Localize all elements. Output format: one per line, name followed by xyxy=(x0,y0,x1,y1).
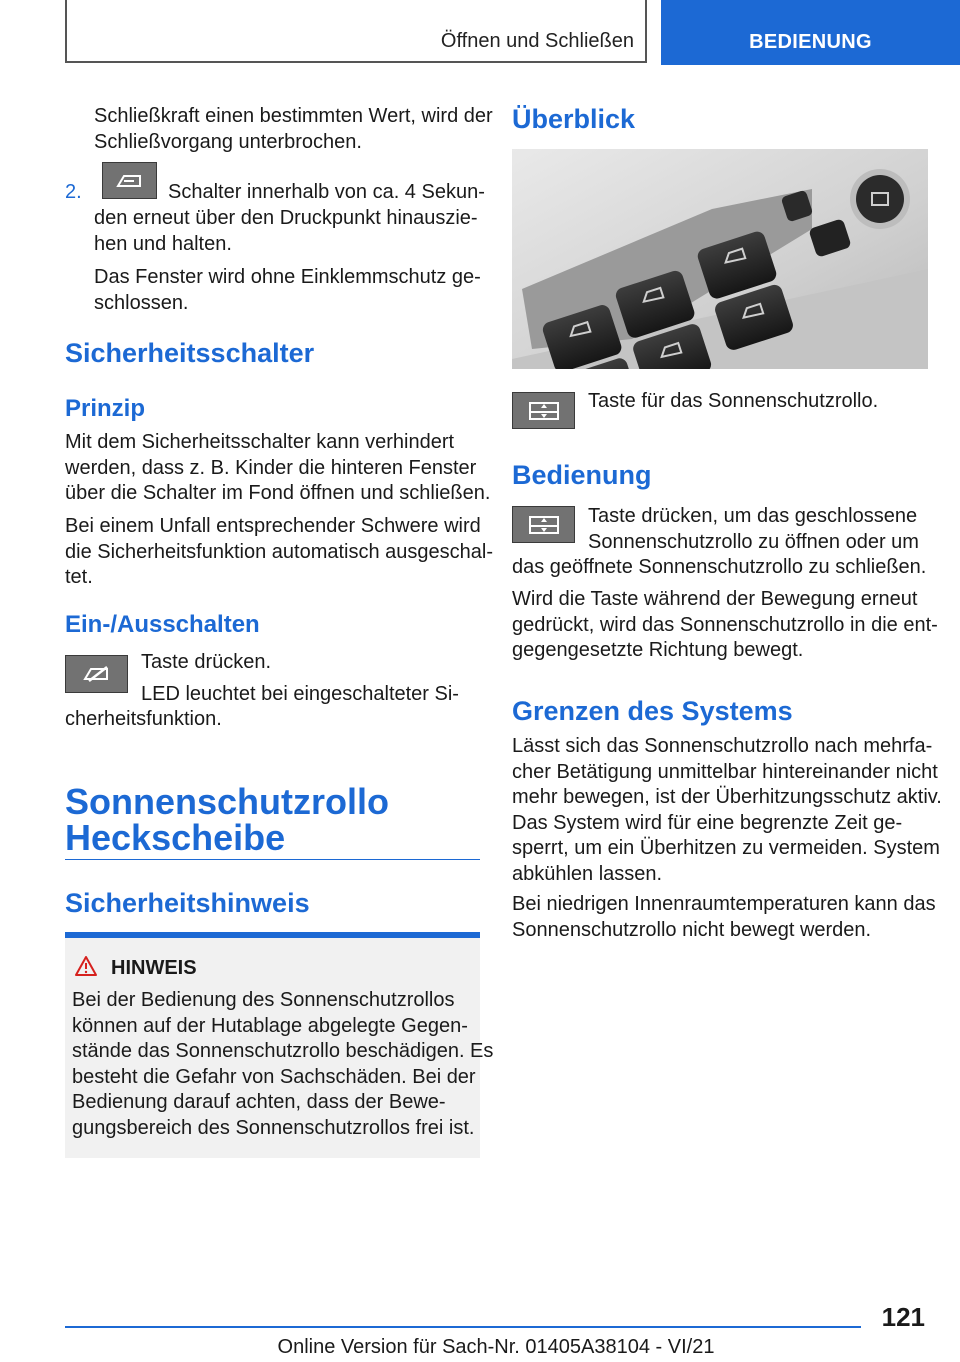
note-text: Bei der Bedienung des Sonnenschutzrollos können auf der Hutablage abgelegte Gegen- stände das Sonnenschutzrollo beschädigen. Es besteht die Gefahr von Sachschäden. Bei der Bedienung darauf achten, dass der Bewe- gungsbereich des Sonnenschutzrollos frei ist. xyxy=(72,989,494,1139)
heading-ueberblick: Überblick xyxy=(512,104,636,134)
heading-prinzip: Prinzip xyxy=(65,395,146,422)
einaus-text-line3: cherheitsfunktion. xyxy=(65,708,222,730)
window-switch-icon xyxy=(102,162,157,199)
sunblind-icon xyxy=(512,392,575,429)
door-switch-panel-image xyxy=(512,149,928,369)
section-tab[interactable] xyxy=(661,0,960,65)
sunblind-icon xyxy=(512,506,575,543)
einaus-text: Taste drücken. LED leuchtet bei eingeschalteter Si- xyxy=(141,651,459,705)
footer-text: Online Version für Sach-Nr. 01405A38104 - VI/21 xyxy=(277,1336,715,1358)
chapter-title: Öffnen und Schließen xyxy=(440,30,634,52)
step-number: 2. xyxy=(65,181,82,203)
step2-text: den erneut über den Druckpunkt hinauszie- hen und halten. xyxy=(94,207,478,255)
prinzip-paragraph: Mit dem Sicherheitsschalter kann verhindert werden, dass z. B. Kinder die hinteren Fenster über die Schalter im Fond öffnen und schließen. xyxy=(65,431,491,504)
safety-switch-icon xyxy=(65,655,128,693)
heading-sicherheitshinweis: Sicherheitshinweis xyxy=(65,888,310,918)
grenzen-paragraph: Lässt sich das Sonnenschutzrollo nach mehrfa- cher Betätigung unmittelbar hintereinander nicht mehr bewegen, ist der Überhitzungsschutz aktiv. Das System wird für eine begrenzte Zeit ge- sperrt, um ein Überhitzen zu vermeiden. System abkühlen lassen. xyxy=(512,735,942,885)
main-heading: Sonnenschutzrollo Heckscheibe xyxy=(65,781,389,858)
heading-rule xyxy=(65,859,480,860)
bedienung-text-line3: das geöffnete Sonnenschutzrollo zu schließen. xyxy=(512,556,927,578)
step2-text-line1: Schalter innerhalb von ca. 4 Sekun- xyxy=(168,181,485,203)
taste-caption: Taste für das Sonnenschutzrollo. xyxy=(588,390,879,412)
warning-triangle-icon xyxy=(74,955,98,982)
footer-rule xyxy=(65,1326,861,1328)
heading-sicherheitsschalter: Sicherheitsschalter xyxy=(65,338,315,368)
section-tab-label: BEDIENUNG xyxy=(749,31,872,53)
wird-paragraph: Wird die Taste während der Bewegung erneut gedrückt, wird das Sonnenschutzrollo in die ent- gegengesetzte Richtung bewegt. xyxy=(512,588,938,661)
heading-grenzen: Grenzen des Systems xyxy=(512,696,793,726)
continued-text: Schließkraft einen bestimmten Wert, wird der Schließvorgang unterbrochen. xyxy=(94,105,493,153)
heading-ein-ausschalten: Ein-/Ausschalten xyxy=(65,611,260,638)
step2-note: Das Fenster wird ohne Einklemmschutz ge- schlossen. xyxy=(94,266,481,314)
niedrig-paragraph: Bei niedrigen Innenraumtemperaturen kann das Sonnenschutzrollo nicht bewegt werden. xyxy=(512,893,936,941)
unfall-paragraph: Bei einem Unfall entsprechender Schwere wird die Sicherheitsfunktion automatisch ausgeschal- tet. xyxy=(65,515,494,588)
bedienung-text: Taste drücken, um das geschlossene Sonnenschutzrollo zu öffnen oder um xyxy=(588,505,919,553)
page-number: 121 xyxy=(881,1302,925,1332)
note-label: HINWEIS xyxy=(111,957,197,979)
heading-bedienung: Bedienung xyxy=(512,460,652,490)
